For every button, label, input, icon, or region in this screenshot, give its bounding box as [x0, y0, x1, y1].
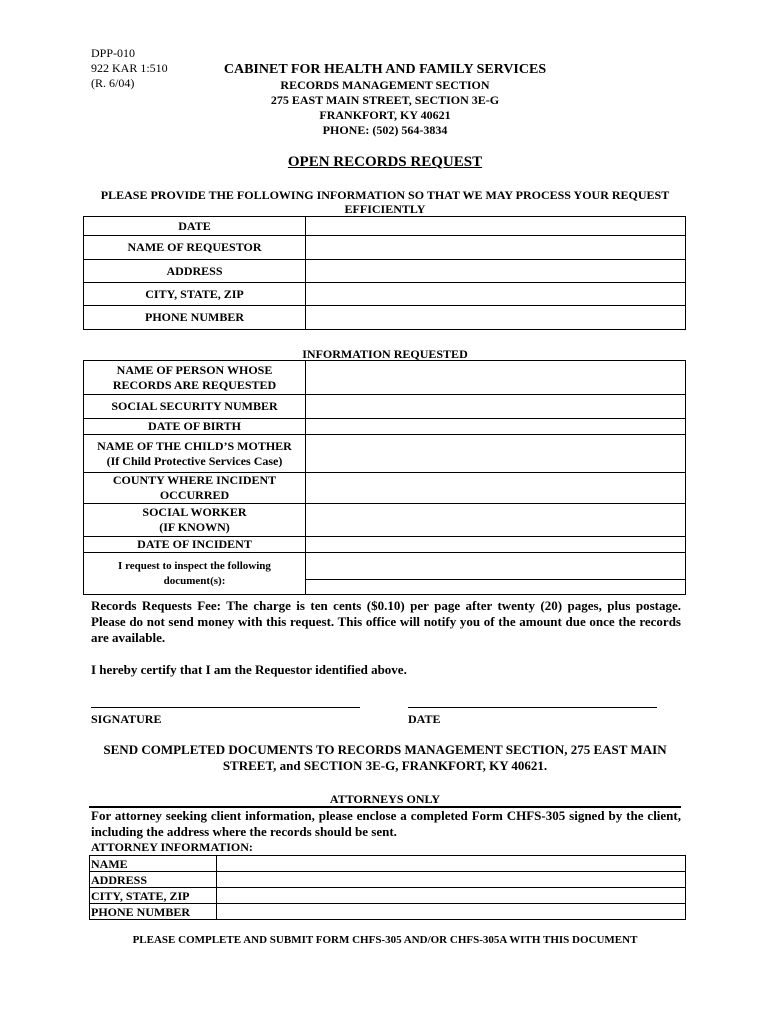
requestor-address-label: ADDRESS	[84, 260, 306, 283]
signature-line[interactable]	[91, 707, 360, 708]
social-worker-field[interactable]	[306, 504, 686, 537]
county-label-line1: COUNTY WHERE INCIDENT	[112, 473, 277, 487]
incident-date-field[interactable]	[306, 537, 686, 553]
inspect-field-divider	[306, 579, 685, 580]
county-label	[84, 473, 306, 504]
requestor-phone-label: PHONE NUMBER	[84, 306, 306, 330]
agency-phone: PHONE: (502) 564-3834	[322, 123, 448, 137]
attorney-info-label: ATTORNEY INFORMATION:	[91, 840, 253, 854]
info-requested-table	[83, 360, 686, 595]
attorneys-only-heading: ATTORNEYS ONLY	[329, 792, 441, 806]
agency-section: RECORDS MANAGEMENT SECTION	[280, 78, 490, 92]
mother-name-label	[84, 435, 306, 473]
page-title: OPEN RECORDS REQUEST	[287, 154, 483, 170]
dob-field[interactable]	[306, 419, 686, 435]
agency-name: CABINET FOR HEALTH AND FAMILY SERVICES	[223, 62, 547, 77]
requestor-name-label: NAME OF REQUESTOR	[84, 236, 306, 260]
attorney-city-label: CITY, STATE, ZIP	[90, 888, 217, 904]
person-name-label-line1: NAME OF PERSON WHOSE	[116, 362, 273, 377]
attorney-phone-label: PHONE NUMBER	[90, 904, 217, 920]
person-name-field[interactable]	[306, 361, 686, 395]
social-worker-label-line2: (IF KNOWN)	[159, 520, 230, 534]
form-code-block	[91, 46, 168, 91]
attorney-name-field[interactable]	[217, 856, 686, 872]
mother-name-field[interactable]	[306, 435, 686, 473]
inspect-label-line1: I request to inspect the following	[118, 559, 271, 572]
county-label-line2: OCCURRED	[159, 488, 230, 502]
attorneys-instructions: For attorney seeking client information, please enclose a completed Form CHFS-305 signed by the client, including the address where the records should be sent.	[91, 808, 681, 839]
county-field[interactable]	[306, 473, 686, 504]
ssn-label: SOCIAL SECURITY NUMBER	[84, 395, 306, 419]
agency-city: FRANKFORT, KY 40621	[319, 108, 451, 122]
requestor-table	[83, 216, 686, 330]
form-number: DPP-010	[91, 46, 136, 60]
requestor-phone-field[interactable]	[306, 306, 686, 330]
requestor-date-label: DATE	[84, 217, 306, 236]
social-worker-label-line1: SOCIAL WORKER	[142, 505, 247, 519]
ssn-field[interactable]	[306, 395, 686, 419]
records-fee-text: Records Requests Fee: The charge is ten cents ($0.10) per page after twenty (20) pages, plus postage. Please do not send money with this request. This office will notify you of the amount due once the records are available.	[91, 598, 681, 645]
info-requested-heading: INFORMATION REQUESTED	[302, 347, 468, 361]
attorney-city-field[interactable]	[217, 888, 686, 904]
inspect-documents-field[interactable]	[306, 553, 686, 595]
send-instructions: SEND COMPLETED DOCUMENTS TO RECORDS MANAGEMENT SECTION, 275 EAST MAIN STREET, and SECTION 3E-G, FRANKFORT, KY 40621.	[103, 742, 667, 773]
social-worker-label	[84, 504, 306, 537]
signature-label: SIGNATURE	[91, 712, 162, 726]
regulation-number: 922 KAR 1:510	[91, 61, 168, 75]
agency-block	[200, 62, 570, 138]
mother-name-label-line1: NAME OF THE CHILD’S MOTHER	[97, 438, 292, 453]
revision-date: (R. 6/04)	[91, 76, 135, 90]
inspect-label-line2: document(s):	[163, 574, 226, 587]
requestor-city-label: CITY, STATE, ZIP	[84, 283, 306, 306]
agency-street: 275 EAST MAIN STREET, SECTION 3E-G	[270, 93, 500, 107]
requestor-city-field[interactable]	[306, 283, 686, 306]
attorney-address-field[interactable]	[217, 872, 686, 888]
incident-date-label: DATE OF INCIDENT	[84, 537, 306, 553]
date-label: DATE	[408, 712, 441, 726]
inspect-documents-label	[84, 553, 306, 595]
person-name-label	[84, 361, 306, 395]
attorney-name-label: NAME	[90, 856, 217, 872]
date-line[interactable]	[408, 707, 657, 708]
certification-text: I hereby certify that I am the Requestor identified above.	[91, 662, 407, 677]
dob-label: DATE OF BIRTH	[84, 419, 306, 435]
mother-name-label-line2: (If Child Protective Services Case)	[106, 453, 283, 468]
requestor-name-field[interactable]	[306, 236, 686, 260]
attorney-phone-field[interactable]	[217, 904, 686, 920]
attorney-table	[89, 855, 686, 920]
requestor-date-field[interactable]	[306, 217, 686, 236]
person-name-label-line2: RECORDS ARE REQUESTED	[112, 377, 277, 392]
attorney-address-label: ADDRESS	[90, 872, 217, 888]
requestor-address-field[interactable]	[306, 260, 686, 283]
intro-instructions: PLEASE PROVIDE THE FOLLOWING INFORMATION SO THAT WE MAY PROCESS YOUR REQUEST EFFICIENTLY	[100, 188, 670, 216]
footer-instructions: PLEASE COMPLETE AND SUBMIT FORM CHFS-305 AND/OR CHFS-305A WITH THIS DOCUMENT	[132, 934, 638, 946]
